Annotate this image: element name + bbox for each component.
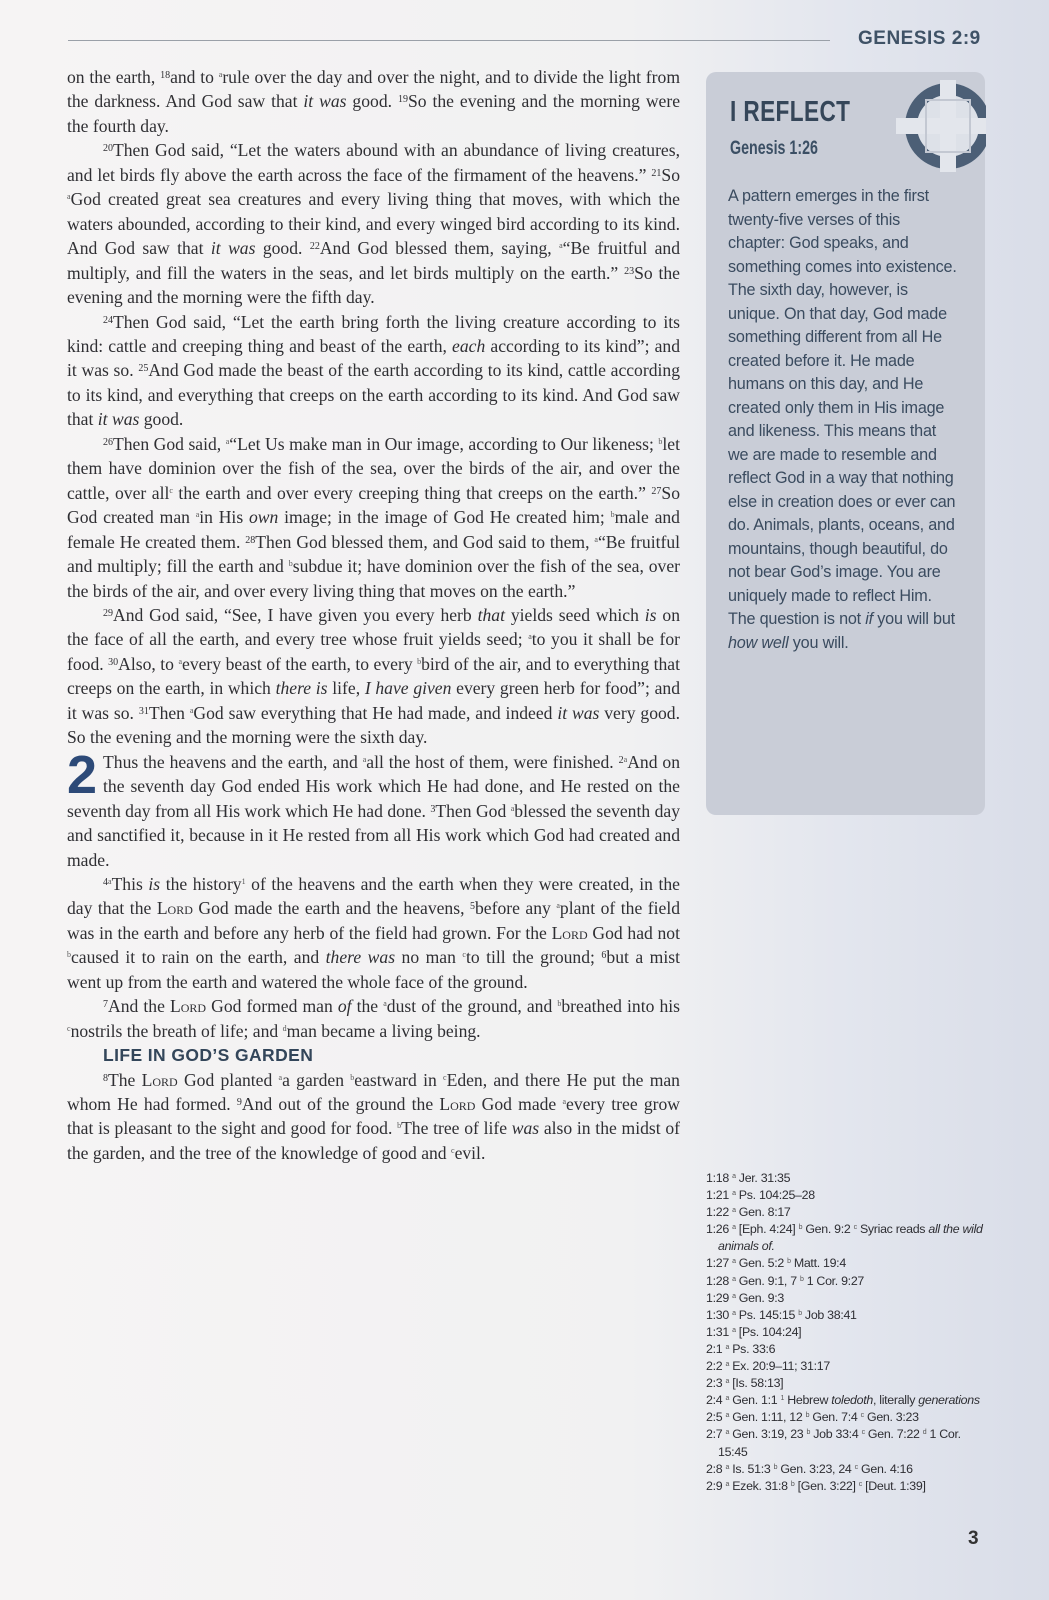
italic-text: is: [148, 873, 161, 894]
small-caps-text: Lord: [169, 996, 207, 1017]
cross-ref-marker: a: [559, 241, 563, 251]
text: [Eph. 4:24]: [735, 1222, 799, 1237]
verse-number: 26: [103, 436, 113, 448]
text: God made: [475, 1094, 563, 1115]
verse-number: 23: [624, 265, 635, 277]
text: [Ps. 104:24]: [735, 1324, 802, 1339]
text: God created great sea creatures and every living thing that moves, with which the waters abounded, according to their kind, and every winged bird according to its kind. And God saw that: [67, 189, 680, 259]
verse-number: 24: [103, 314, 113, 326]
text: breathed into his: [561, 996, 681, 1017]
text: good.: [139, 409, 184, 430]
text: good.: [255, 238, 310, 259]
text: dust of the ground, and: [386, 996, 558, 1017]
text: 2:5: [706, 1410, 726, 1425]
text: [Deut. 1:39]: [862, 1478, 926, 1493]
italic-text: I have given: [364, 678, 452, 699]
text: “Be fruitful and multiply, and fill the waters in the seas, and let birds multiply on the earth.”: [67, 238, 681, 283]
text: Gen. 3:19, 23: [729, 1427, 807, 1442]
cross-ref-marker: b: [787, 1258, 791, 1266]
text: Job 38:41: [801, 1307, 857, 1322]
text: yields seed which: [504, 604, 645, 625]
cross-reference-entry: [706, 1221, 991, 1255]
cross-ref-marker: b: [67, 950, 71, 960]
cross-reference-entry: [706, 1307, 991, 1324]
cross-reference-entry: [706, 1341, 991, 1358]
scripture-text: [67, 65, 680, 1165]
cross-ref-marker: b: [288, 559, 293, 569]
text: 1:18: [706, 1171, 733, 1185]
italic-text: there is: [275, 678, 328, 699]
cross-ref-marker: a: [732, 1258, 736, 1266]
text: And out of the ground the: [241, 1094, 440, 1115]
text: So: [661, 164, 680, 185]
cross-ref-marker: a: [725, 1378, 730, 1386]
cross-reference-entry: [706, 1187, 991, 1204]
verse-number: 22: [309, 241, 320, 253]
cross-ref-marker: a: [594, 534, 598, 544]
text: 2:4: [706, 1393, 726, 1408]
cross-ref-marker: a: [725, 1429, 730, 1437]
text: And God said, “See, I have given you every herb: [113, 604, 478, 625]
text: every green herb for food”; and it was so.: [67, 678, 680, 723]
text: eastward in: [354, 1069, 444, 1090]
text: 1:27: [706, 1256, 733, 1271]
text: you will.: [788, 633, 849, 652]
text: Ps. 104:25–28: [735, 1188, 815, 1203]
cross-reference-entry: [706, 1392, 991, 1409]
text: on the earth,: [67, 67, 161, 87]
text: 1 Cor. 15:45: [718, 1427, 961, 1459]
italic-text: generations: [918, 1393, 980, 1408]
text: nostrils the breath of life; and: [70, 1020, 283, 1041]
text: of the heavens and the earth when they were created, in the day that the: [67, 873, 680, 919]
text: Then God blessed them, and God said to them,: [255, 531, 595, 552]
verse-paragraph: [67, 310, 680, 432]
text: “Be fruitful and multiply; fill the earth and: [67, 531, 681, 577]
text: bird of the air, and to everything that creeps on the earth, in which: [67, 653, 680, 699]
cross-ref-marker: d: [922, 1429, 927, 1437]
text: blessed the seventh day and sanctified it, because in it He rested from all His work which God had created and made.: [67, 800, 680, 870]
text: 2:2: [706, 1359, 726, 1374]
cross-ref-marker: c: [853, 1224, 857, 1232]
verse-paragraph: [67, 1068, 680, 1166]
cross-ref-marker: a: [189, 705, 194, 715]
cross-reference-entry: [706, 1170, 991, 1187]
text: before any: [474, 898, 557, 919]
cross-references: [706, 1170, 991, 1495]
text: Syriac reads: [856, 1222, 929, 1237]
italic-text: how well: [728, 633, 789, 652]
text: Job 33:4: [810, 1427, 862, 1442]
text: the history: [160, 873, 242, 894]
cross-ref-marker: a: [732, 1292, 736, 1300]
text: all the host of them, were finished.: [366, 751, 619, 772]
verse-number: 2: [618, 754, 624, 766]
text: the earth and over every creeping thing that creeps on the earth.”: [172, 482, 652, 503]
cross-reference-entry: [706, 1375, 991, 1392]
text: 1:22: [706, 1205, 733, 1220]
text: every tree grow that is pleasant to the sight and good for food.: [67, 1094, 681, 1139]
verse-paragraph: [67, 138, 680, 309]
italic-text: it was: [303, 91, 347, 112]
cross-ref-marker: b: [350, 1072, 355, 1082]
text: So the evening and the morning were the fifth day.: [67, 262, 680, 308]
text: [Is. 58:13]: [729, 1376, 784, 1391]
italic-text: each: [452, 335, 486, 356]
verse-paragraph: [67, 872, 680, 994]
cross-ref-marker: b: [798, 1224, 803, 1232]
cross-ref-marker: a: [383, 999, 387, 1009]
text: good.: [346, 91, 398, 112]
text: God formed man: [206, 996, 338, 1017]
cross-ref-marker: a: [725, 1463, 730, 1471]
text: Ex. 20:9–11; 31:17: [729, 1359, 830, 1374]
header-rule: [68, 40, 830, 41]
cross-reference-entry: [706, 1324, 991, 1341]
cross-reference-entry: [706, 1478, 991, 1495]
cross-ref-marker: b: [799, 1275, 804, 1283]
text: image; in the image of God He created him;: [278, 507, 611, 528]
cross-reference-entry: [706, 1290, 991, 1307]
text: So the evening and the morning were the fourth day.: [67, 91, 680, 136]
small-caps-text: Lord: [141, 1069, 178, 1090]
running-head: GENESIS 2:9: [858, 28, 981, 49]
italic-text: is: [644, 604, 657, 625]
text: according to its kind”; and it was so.: [67, 335, 681, 381]
cross-ref-marker: a: [732, 1309, 736, 1317]
cross-ref-marker: a: [725, 1343, 730, 1351]
cross-ref-marker: a: [732, 1173, 736, 1180]
cross-reference-entry: [706, 1273, 991, 1290]
cross-reference-entry: [706, 1255, 991, 1272]
text: let them have dominion over the fish of the sea, over the birds of the air, and over the cattle, over all: [67, 433, 680, 503]
verse-number: 5: [469, 901, 475, 913]
cross-ref-marker: c: [451, 1145, 455, 1155]
text: Then God: [435, 800, 511, 821]
text: , literally: [872, 1393, 919, 1408]
text: also in the midst of the garden, and the tree of the knowledge of good and: [67, 1118, 680, 1163]
text: God planted: [177, 1069, 279, 1090]
italic-text: there was: [325, 947, 396, 968]
reflect-sidebar: [706, 72, 985, 815]
cross-ref-marker: a: [225, 436, 230, 446]
text: And on the seventh day God ended His work which He had done, and He rested on the seventh day from all His work which He had done.: [67, 751, 681, 821]
cross-ref-marker: a: [725, 1395, 730, 1403]
text: and to: [170, 67, 219, 87]
page-number: 3: [968, 1528, 979, 1549]
cross-ref-marker: b: [798, 1309, 802, 1317]
cross-ref-marker: 1: [780, 1395, 785, 1403]
verse-number: 20: [103, 143, 113, 155]
text: Gen. 1:11, 12: [729, 1410, 806, 1425]
text: Gen. 9:3: [735, 1290, 784, 1305]
verse-number: 28: [245, 534, 256, 546]
text: Thus the heavens and the earth, and: [103, 751, 363, 772]
reflect-reference: Genesis 1:26: [730, 138, 818, 159]
italic-text: own: [248, 507, 279, 528]
cross-ref-marker: a: [178, 656, 183, 666]
text: 1 Cor. 9:27: [803, 1273, 865, 1288]
verse-number: 7: [103, 999, 108, 1011]
text: Matt. 19:4: [790, 1256, 846, 1271]
verse-number: 6: [601, 950, 607, 962]
cross-ref-marker: b: [557, 999, 562, 1009]
verse-paragraph: [67, 65, 680, 138]
cross-ref-marker: b: [610, 510, 615, 520]
italic-text: toledoth: [831, 1393, 873, 1408]
text: Hebrew: [784, 1393, 832, 1408]
text: Then God said,: [113, 433, 226, 454]
text: Gen. 9:2: [802, 1222, 854, 1237]
text: 2:9: [706, 1478, 726, 1493]
verse-number: 31: [138, 705, 149, 717]
text: in His: [199, 507, 249, 528]
verse-paragraph: [67, 994, 680, 1043]
italic-text: if: [865, 610, 873, 628]
text: very good. So the evening and the morning were the sixth day.: [67, 702, 680, 748]
text: Eden, and there He put the man whom He had formed.: [67, 1069, 680, 1115]
text: 1:26: [706, 1222, 733, 1237]
text: Gen. 8:17: [735, 1205, 791, 1220]
cross-ref-marker: a: [278, 1072, 283, 1082]
small-caps-text: Lord: [439, 1094, 476, 1115]
cross-ref-marker: a: [562, 1097, 567, 1107]
verse-number: 18: [160, 70, 171, 81]
cross-ref-marker: a: [195, 510, 200, 520]
text: The tree of life: [401, 1118, 512, 1139]
verse-paragraph: [67, 432, 680, 603]
text: to you it shall be for food.: [67, 629, 680, 674]
text: 2:8: [706, 1461, 726, 1476]
text: life,: [327, 678, 365, 699]
verse-number: 27: [651, 485, 662, 497]
chapter-number: 2: [67, 744, 98, 805]
text: the: [351, 996, 384, 1017]
cross-ref-marker: c: [462, 950, 466, 960]
verse-number: 21: [651, 167, 662, 179]
text: Gen. 1:1: [729, 1393, 781, 1408]
text: plant of the field was in the earth and before any herb of the field had grown. For the: [67, 898, 680, 943]
text: Ps. 145:15: [735, 1307, 799, 1322]
text: Jer. 31:35: [735, 1171, 791, 1185]
text: rule over the day and over the night, and to divide the light from the darkness. And God saw that: [67, 67, 681, 112]
cross-ref-marker: c: [858, 1480, 862, 1488]
cross-ref-marker: c: [854, 1463, 858, 1471]
text: no man: [395, 947, 463, 968]
text: Also, to: [118, 653, 179, 674]
cross-ref-marker: c: [860, 1412, 864, 1420]
text: God saw everything that He had made, and indeed: [193, 702, 558, 723]
small-caps-text: Lord: [551, 922, 588, 943]
text: every beast of the earth, to every: [182, 653, 418, 674]
cross-ref-marker: b: [417, 656, 422, 666]
text: evil.: [454, 1142, 486, 1163]
text: 2:7: [706, 1427, 726, 1442]
text: God made the earth and the heavens,: [192, 898, 470, 919]
text: And God blessed them, saying,: [319, 238, 560, 259]
verse-number: 9: [236, 1097, 242, 1109]
cross-ref-marker: b: [805, 1412, 810, 1420]
text: a garden: [282, 1069, 351, 1090]
cross-reference-entry: [706, 1426, 991, 1460]
text: to till the ground;: [465, 947, 602, 968]
verse-paragraph: [67, 744, 681, 872]
reflect-body: [728, 185, 960, 655]
text: And God made the beast of the earth according to its kind, cattle according to its kind, and everything that creeps on the earth according to its kind. And God saw that: [67, 360, 680, 430]
reflect-title: I REFLECT: [730, 96, 851, 128]
italic-text: it was: [97, 409, 140, 430]
cross-ref-marker: a: [623, 754, 628, 764]
cross-ref-marker: a: [362, 754, 367, 764]
text: Ezek. 31:8: [729, 1478, 791, 1493]
text: 2:3: [706, 1376, 726, 1391]
italic-text: of: [337, 996, 352, 1017]
text: 1:31: [706, 1324, 733, 1339]
verse-number: 19: [397, 94, 408, 106]
cross-ref-marker: a: [725, 1361, 730, 1369]
cross-ref-marker: c: [443, 1072, 447, 1082]
cross-ref-marker: b: [658, 436, 663, 446]
cross-reference-entry: [706, 1358, 991, 1375]
cross-ref-marker: a: [732, 1326, 736, 1334]
text: Gen. 4:16: [857, 1461, 913, 1476]
text: Gen. 7:4: [809, 1410, 861, 1425]
italic-text: was: [511, 1118, 540, 1139]
verse-number: 4: [103, 876, 108, 888]
text: Gen. 5:2: [735, 1256, 788, 1271]
italic-text: that: [477, 604, 505, 625]
cross-ref-marker: a: [725, 1480, 730, 1488]
text: Gen. 7:22: [864, 1427, 923, 1442]
verse-number: 29: [103, 607, 113, 619]
circle-cross-icon: [896, 80, 988, 172]
verse-number: 30: [108, 656, 119, 668]
text: but a mist went up from the earth and watered the whole face of the ground.: [67, 947, 680, 992]
text: So God created man: [67, 482, 680, 528]
text: man became a living being.: [286, 1020, 481, 1041]
cross-ref-marker: a: [510, 803, 515, 813]
text: 1:21: [706, 1188, 733, 1203]
verse-paragraph: [67, 603, 680, 750]
text: [Gen. 3:22]: [794, 1478, 859, 1493]
italic-text: it was: [210, 238, 256, 259]
cross-ref-marker: b: [773, 1463, 778, 1471]
text: caused it to rain on the earth, and: [71, 947, 326, 968]
cross-ref-marker: a: [732, 1275, 736, 1283]
verse-number: 25: [138, 363, 149, 375]
text: Then: [148, 702, 190, 723]
text: Then God said, “Let the waters abound with an abundance of living creatures, and let birds fly above the earth across the face of the firmament of the heavens.”: [67, 140, 680, 185]
cross-ref-marker: a: [218, 70, 223, 79]
text: 1:28: [706, 1273, 733, 1288]
text: Gen. 9:1, 7: [735, 1273, 800, 1288]
text: Then God said, “Let the earth bring forth the living creature according to its kind: cattle and creeping thing and beast of the earth,: [67, 311, 680, 356]
cross-ref-marker: b: [790, 1480, 795, 1488]
cross-ref-marker: c: [169, 485, 173, 495]
cross-ref-marker: 1: [241, 876, 246, 886]
section-heading: LIFE IN GOD’S GARDEN: [103, 1045, 314, 1066]
text: God had not: [587, 922, 680, 943]
small-caps-text: Lord: [156, 898, 193, 919]
text: on the face of all the earth, and every tree whose fruit yields seed;: [67, 604, 680, 650]
text: Ps. 33:6: [729, 1341, 776, 1356]
text: Is. 51:3: [729, 1461, 774, 1476]
text: 1:30: [706, 1307, 733, 1322]
text: And the: [108, 996, 170, 1017]
cross-ref-marker: a: [67, 192, 71, 202]
cross-reference-entry: [706, 1461, 991, 1478]
italic-text: it was: [557, 702, 600, 723]
italic-text: all the wild animals of.: [718, 1222, 983, 1254]
cross-ref-marker: a: [732, 1224, 736, 1232]
cross-ref-marker: b: [397, 1121, 402, 1131]
text: 2:1: [706, 1341, 726, 1356]
text: you will but: [872, 610, 955, 628]
cross-ref-marker: a: [732, 1190, 736, 1198]
cross-ref-marker: a: [556, 901, 560, 911]
text: This: [111, 873, 149, 894]
cross-ref-marker: c: [67, 1023, 71, 1033]
text: male and female He created them.: [67, 507, 680, 552]
cross-ref-marker: a: [108, 876, 112, 886]
verse-number: 3: [430, 803, 436, 815]
cross-reference-entry: [706, 1409, 991, 1426]
text: Gen. 3:23: [863, 1410, 919, 1425]
text: Gen. 3:23, 24: [777, 1461, 855, 1476]
text: 1:29: [706, 1290, 733, 1305]
text: The: [108, 1069, 142, 1090]
cross-ref-marker: a: [732, 1207, 736, 1215]
cross-ref-marker: b: [806, 1429, 811, 1437]
cross-ref-marker: a: [528, 632, 532, 642]
verse-number: 8: [103, 1072, 108, 1084]
text: “Let Us make man in Our image, according to Our likeness;: [229, 433, 659, 454]
cross-ref-marker: c: [861, 1429, 865, 1437]
cross-ref-marker: a: [725, 1412, 730, 1420]
text: A pattern emerges in the first twenty-five verses of this chapter: God speaks, and something comes into existence. The sixth day, however, is unique. On that day, God made something different from all He created before it. He made humans on this day, and He created only them in His image and likeness. This means that we are made to resemble and reflect God in a way that nothing else in creation does or ever can do. Animals, plants, oceans, and mountains, though beautiful, do not bear God’s image. You are uniquely made to reflect Him. The question is not: [728, 187, 957, 628]
cross-ref-marker: d: [282, 1023, 287, 1033]
cross-reference-entry: [706, 1204, 991, 1221]
text: subdue it; have dominion over the fish of the sea, over the birds of the air, and over every living thing that moves on the earth.”: [67, 556, 680, 601]
